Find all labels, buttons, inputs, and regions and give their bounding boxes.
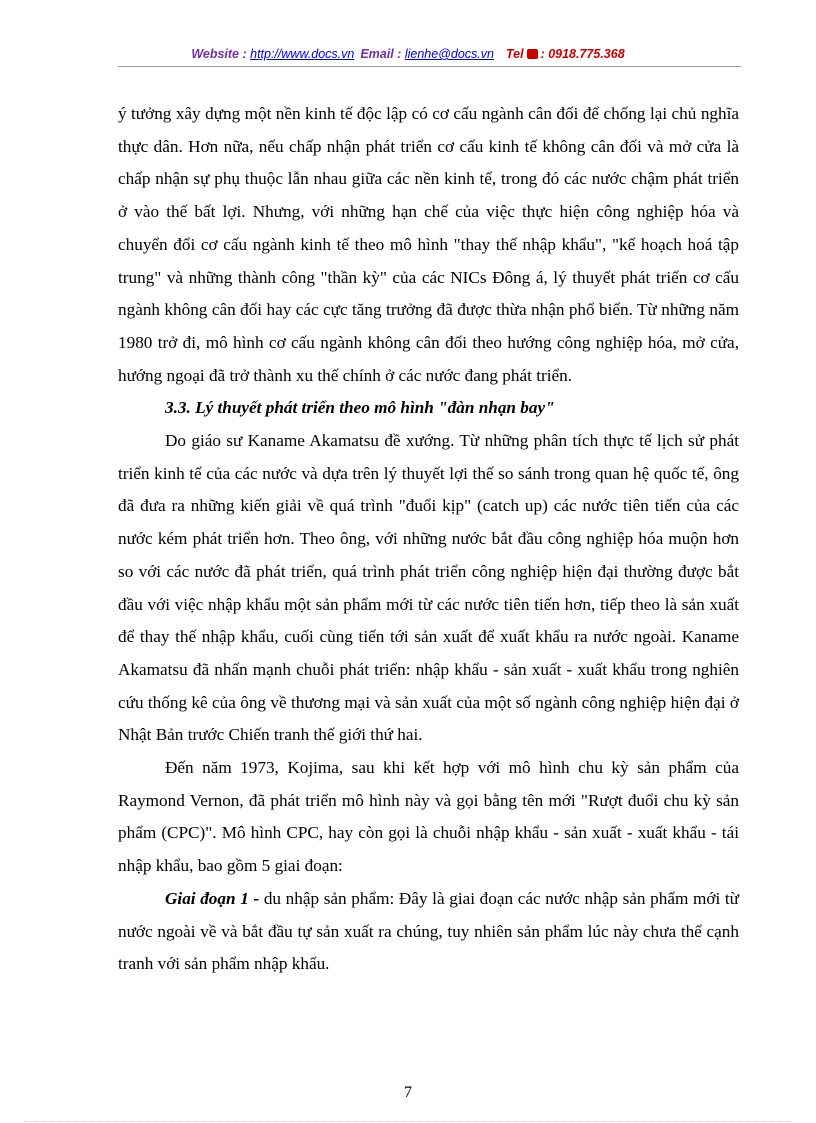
- website-separator: :: [239, 47, 251, 61]
- section-heading: 3.3. Lý thuyết phát triển theo mô hình "đàn nhạn bay": [165, 398, 555, 418]
- stage-1-label: Giai đoạn 1 -: [165, 888, 260, 908]
- email-label: Email: [360, 47, 394, 61]
- email-separator: :: [393, 47, 405, 61]
- footer-divider: [24, 1121, 792, 1122]
- tel-label: Tel: [505, 47, 524, 61]
- email-link[interactable]: lienhe@docs.vn: [404, 47, 494, 61]
- paragraph-stage-1: [118, 883, 739, 981]
- telephone-icon: [527, 49, 538, 59]
- document-body: [118, 98, 739, 981]
- paragraph-intro: ý tưởng xây dựng một nền kinh tế độc lập có cơ cấu ngành cân đối để chống lại chủ nghĩa thực dân. Hơn nữa, nếu chấp nhận phát triển cơ cấu kinh tế không cân đối và mở cửa là chấp nhận sự phụ thuộc lẫn nhau giữa các nền kinh tế, trong đó các nước chậm phát triển ở vào thế bất lợi. Nhưng, với những hạn chế của việc thực hiện công nghiệp hóa và chuyển đổi cơ cấu ngành kinh tế theo mô hình "thay thế nhập khẩu", "kế hoạch hoá tập trung" và những thành công "thần kỳ" của các NICs Đông á, lý thuyết phát triển cơ cấu ngành không cân đối hay các cực tăng trưởng đã được thừa nhận phổ biến. Từ những năm 1980 trở đi, mô hình cơ cấu ngành không cân đối theo hướng công nghiệp hóa, mở cửa, hướng ngoại đã trở thành xu thế chính ở các nước đang phát triển.: [118, 104, 739, 385]
- page-header: [0, 47, 816, 61]
- page-number: 7: [404, 1084, 412, 1101]
- website-label: Website: [191, 47, 240, 61]
- website-link[interactable]: http://www.docs.vn: [250, 47, 355, 61]
- stage-1-text: du nhập sản phẩm: Đây là giai đoạn các nước nhập sản phẩm mới từ nước ngoài về và bắt đầu tự sản xuất ra chúng, tuy nhiên sản phẩm lúc này chưa thể cạnh tranh với sản phẩm nhập khẩu.: [118, 888, 739, 974]
- paragraph-kojima: Đến năm 1973, Kojima, sau khi kết hợp với mô hình chu kỳ sản phẩm của Raymond Vernon, đã phát triển mô hình này và gọi bằng tên mới "Rượt đuổi chu kỳ sản phẩm (CPC)". Mô hình CPC, hay còn gọi là chuỗi nhập khẩu - sản xuất - xuất khẩu - tái nhập khẩu, bao gồm 5 giai đoạn:: [118, 758, 739, 876]
- phone-number: : 0918.775.368: [540, 47, 625, 61]
- paragraph-akamatsu: Do giáo sư Kaname Akamatsu đề xướng. Từ những phân tích thực tế lịch sử phát triển kinh tế của các nước và dựa trên lý thuyết lợi thế so sánh trong quan hệ quốc tế, ông đã đưa ra những kiến giải về quá trình "đuổi kịp" (catch up) các nước tiên tiến của các nước kém phát triển hơn. Theo ông, với những nước bắt đầu công nghiệp hóa muộn hơn so với các nước đã phát triển, quá trình phát triển công nghiệp hiện đại thường được bắt đầu với việc nhập khẩu một sản phẩm mới từ các nước tiên tiến hơn, tiếp theo là sản xuất để thay thế nhập khẩu, cuối cùng tiến tới sản xuất để xuất khẩu ra nước ngoài. Kaname Akamatsu đã nhấn mạnh chuỗi phát triển: nhập khẩu - sản xuất - xuất khẩu trong nghiên cứu thống kê của ông về thương mại và sản xuất của một số ngành công nghiệp hiện đại ở Nhật Bản trước Chiến tranh thế giới thứ hai.: [118, 431, 739, 745]
- header-divider: [118, 66, 741, 67]
